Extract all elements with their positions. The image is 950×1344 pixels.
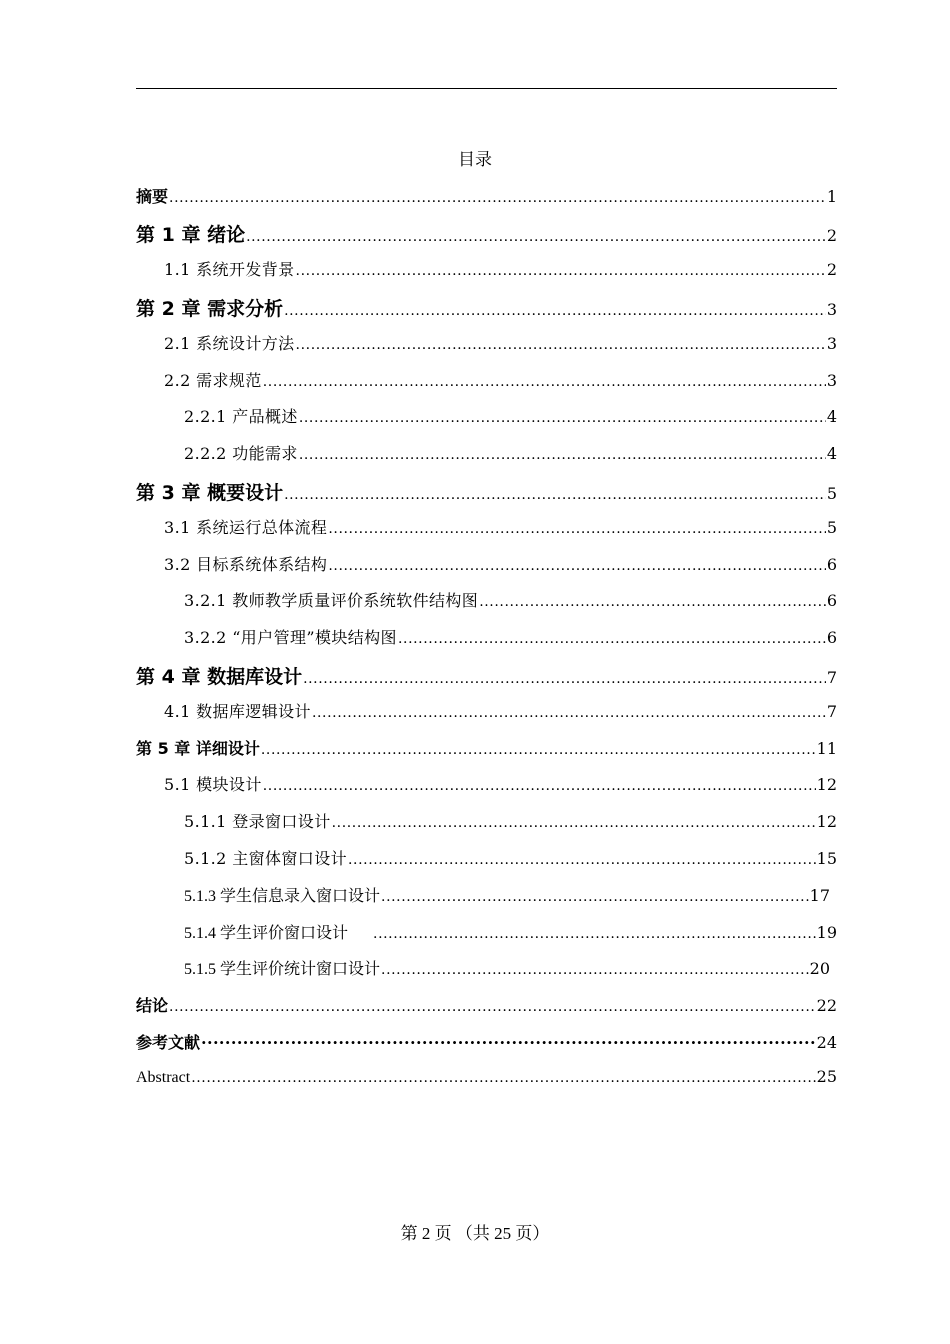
toc-entry-label: 5.1 模块设计 [164, 775, 262, 794]
toc-leader-dots [169, 190, 826, 206]
toc-entry-section-2-1[interactable] [136, 331, 837, 365]
toc-entry-label: 2.2.1 产品概述 [184, 407, 298, 426]
toc-leader-dots [398, 631, 826, 647]
toc-entry-label: 摘要 [136, 187, 169, 206]
toc-leader-dots [299, 410, 826, 426]
toc-entry-chapter-4[interactable] [136, 662, 837, 696]
toc-entry-label: 结论 [136, 996, 169, 1015]
toc-entry-page: 3 [826, 300, 837, 319]
toc-entry-conclusion[interactable] [136, 993, 837, 1027]
toc-entry-label: 第 3 章 概要设计 [136, 482, 284, 504]
toc-leader-dots [373, 926, 816, 942]
toc-entry-section-5-1[interactable] [136, 772, 837, 806]
toc-entry-page: 7 [826, 702, 837, 721]
toc-entry-section-5-1-3[interactable] [136, 883, 830, 917]
toc-entry-chapter-2[interactable] [136, 294, 837, 328]
toc-entry-label: 2.2.2 功能需求 [184, 444, 298, 463]
toc-entry-page: 22 [816, 996, 837, 1015]
toc-entry-label: 5.1.4 学生评价窗口设计 [184, 925, 349, 942]
toc-entry-page: 4 [826, 407, 837, 426]
toc-leader-dots [332, 815, 816, 831]
toc-entry-label: 3.2.2 “用户管理”模块结构图 [184, 628, 397, 647]
toc-leader-dots [381, 962, 809, 978]
toc-leader-dots [191, 1070, 815, 1086]
toc-entry-label: 参考文献 [136, 1033, 201, 1052]
toc-leader-dots [246, 229, 826, 245]
toc-entry-section-2-2-2[interactable] [136, 441, 837, 475]
toc-entry-abstract-cn[interactable] [136, 184, 837, 218]
toc-entry-section-1-1[interactable] [136, 257, 837, 291]
toc-entry-page: 2 [826, 260, 837, 279]
toc-entry-section-2-2[interactable] [136, 368, 837, 402]
toc-entry-label: 5.1.2 主窗体窗口设计 [184, 849, 347, 868]
toc-entry-page: 6 [826, 591, 837, 610]
toc-entry-section-2-2-1[interactable] [136, 404, 837, 438]
toc-entry-page: 5 [826, 518, 837, 537]
toc-entry-references[interactable] [136, 1030, 837, 1064]
toc-entry-page: 12 [816, 775, 837, 794]
toc-leader-dots [261, 742, 816, 758]
toc-leader-dots [299, 447, 826, 463]
toc-entry-page: 17 [809, 886, 830, 905]
toc-entry-label: 3.2 目标系统体系结构 [164, 555, 328, 574]
toc-entry-label: 4.1 数据库逻辑设计 [164, 702, 311, 721]
toc-entry-label: 5.1.5 学生评价统计窗口设计 [184, 961, 381, 978]
toc-leader-dots [312, 705, 826, 721]
toc-entry-label: 3.1 系统运行总体流程 [164, 518, 328, 537]
page-footer: 第 2 页 （共 25 页） [400, 1224, 550, 1243]
toc-entry-page: 6 [826, 628, 837, 647]
toc-entry-page: 12 [816, 812, 837, 831]
toc-leader-dots [284, 303, 826, 319]
toc-entry-label: 2.1 系统设计方法 [164, 334, 295, 353]
toc-entry-label: 5.1.3 学生信息录入窗口设计 [184, 888, 381, 905]
toc-title: 目录 [458, 150, 492, 170]
toc-leader-dots [296, 337, 826, 353]
toc-entry-chapter-1[interactable] [136, 220, 837, 254]
toc-leader-dots [263, 778, 816, 794]
toc-entry-page: 3 [826, 334, 837, 353]
toc-entry-section-5-1-1[interactable] [136, 809, 837, 843]
toc-entry-section-5-1-5[interactable] [136, 956, 830, 990]
toc-entry-page: 19 [816, 923, 837, 942]
toc-entry-section-5-1-4[interactable] [136, 920, 837, 954]
toc-leader-dots [296, 263, 826, 279]
toc-leader-dots [328, 558, 825, 574]
toc-leader-dots [381, 889, 809, 905]
toc-entry-page: 6 [826, 555, 837, 574]
toc-entry-label: 2.2 需求规范 [164, 371, 262, 390]
toc-entry-section-3-2[interactable] [136, 552, 837, 586]
toc-entry-page: 24 [816, 1033, 837, 1052]
toc-entry-section-4-1[interactable] [136, 699, 837, 733]
toc-entry-label: 5.1.1 登录窗口设计 [184, 812, 331, 831]
toc-entry-chapter-3[interactable] [136, 478, 837, 512]
toc-leader-dots [169, 999, 816, 1015]
toc-entry-page: 3 [826, 371, 837, 390]
toc-entry-page: 20 [809, 959, 830, 978]
toc-entry-page: 15 [816, 849, 837, 868]
toc-entry-page: 11 [816, 739, 837, 758]
toc-entry-page: 25 [816, 1067, 837, 1086]
toc-entry-label: 第 1 章 绪论 [136, 224, 246, 246]
toc-entry-label: 第 5 章 详细设计 [136, 739, 260, 758]
toc-entry-label: 1.1 系统开发背景 [164, 260, 295, 279]
toc-entry-section-5-1-2[interactable] [136, 846, 837, 880]
toc-entry-section-3-2-2[interactable] [136, 625, 837, 659]
toc-entry-label: 第 4 章 数据库设计 [136, 666, 303, 688]
toc-leader-dots [479, 594, 826, 610]
toc-entry-page: 4 [826, 444, 837, 463]
toc-entry-chapter-5[interactable] [136, 736, 837, 770]
toc-leader-dots [303, 671, 826, 687]
toc-entry-page: 2 [826, 226, 837, 245]
toc-leader-dots [348, 852, 816, 868]
toc-entry-label: 第 2 章 需求分析 [136, 298, 284, 320]
toc-entry-label: Abstract [136, 1069, 191, 1086]
toc-entry-label: 3.2.1 教师教学质量评价系统软件结构图 [184, 591, 479, 610]
toc-entry-page: 1 [826, 187, 837, 206]
toc-entry-abstract-en[interactable] [136, 1067, 837, 1101]
toc-entry-section-3-2-1[interactable] [136, 588, 837, 622]
toc-leader-dots [263, 374, 826, 390]
toc-leader-dots [201, 1033, 816, 1052]
toc-entry-page: 7 [826, 668, 837, 687]
toc-entry-page: 5 [826, 484, 837, 503]
toc-leader-dots [328, 521, 825, 537]
header-rule [136, 88, 837, 89]
toc-leader-dots [284, 487, 826, 503]
toc-entry-section-3-1[interactable] [136, 515, 837, 549]
